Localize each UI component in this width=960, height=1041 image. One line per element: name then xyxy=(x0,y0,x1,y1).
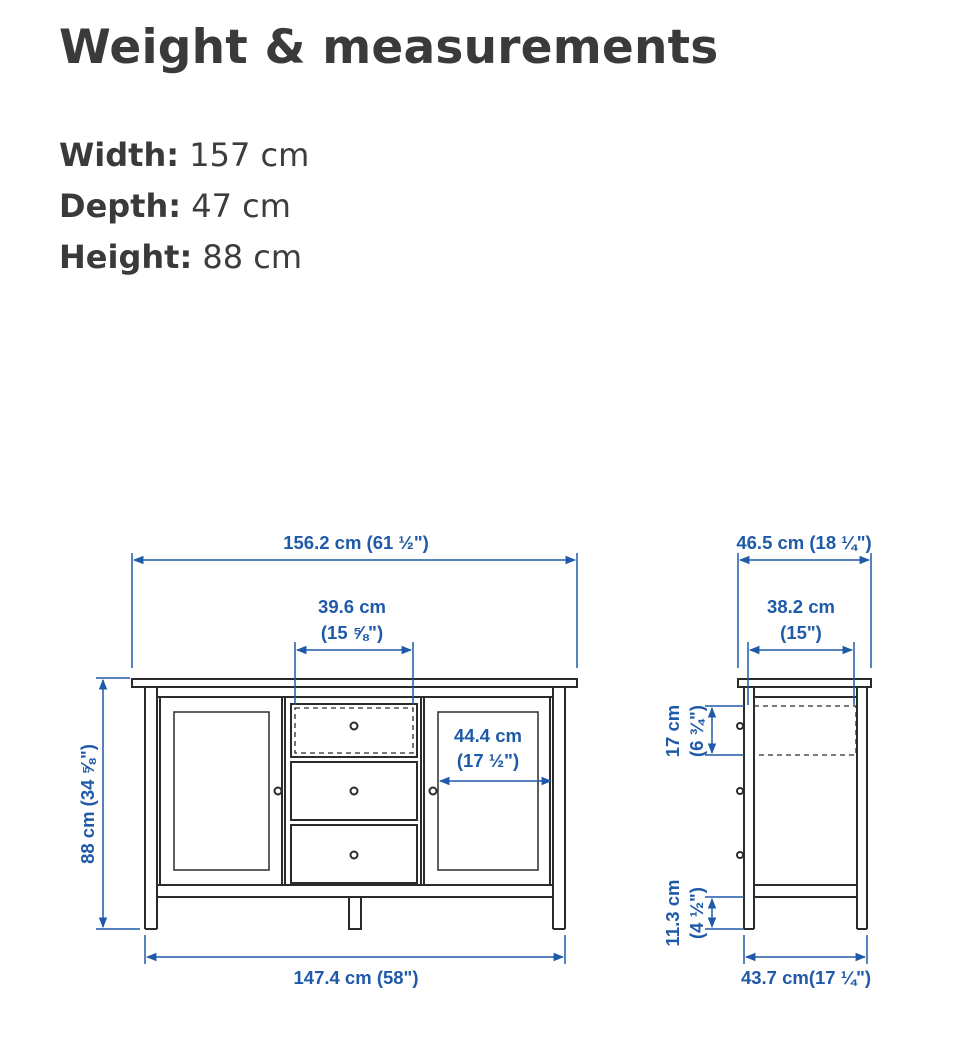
drawer-knob xyxy=(351,723,358,730)
height-label: 88 cm (34 ⅝") xyxy=(77,744,98,864)
door-knob xyxy=(430,788,437,795)
base-width-label: 147.4 cm (58") xyxy=(293,967,419,988)
clearance-in-label: (4 ½") xyxy=(686,887,707,939)
front-view xyxy=(132,679,577,929)
door-width-in-label: (17 ½") xyxy=(456,750,520,771)
spec-value: 47 cm xyxy=(191,187,291,225)
drawer-height-cm-label: 17 cm xyxy=(662,704,683,758)
spec-label: Height: xyxy=(59,238,193,276)
door-width-cm-label: 44.4 cm xyxy=(454,725,522,746)
cabinet-top xyxy=(132,679,577,687)
spec-label: Width: xyxy=(59,136,180,174)
side-top xyxy=(738,679,871,687)
side-view xyxy=(737,679,871,929)
front-dimensions xyxy=(77,532,577,988)
inner-depth-in-label: (15") xyxy=(780,622,822,643)
drawer-knob xyxy=(351,852,358,859)
door-knob xyxy=(275,788,282,795)
side-drawer-outline xyxy=(754,706,856,755)
side-dimensions xyxy=(662,532,872,988)
drawer-2 xyxy=(291,762,417,820)
top-depth-label: 46.5 cm (18 ¼") xyxy=(736,532,872,553)
side-knob xyxy=(737,788,743,794)
spec-value: 157 cm xyxy=(189,136,310,174)
page-title: Weight & measurements xyxy=(59,20,719,75)
left-door xyxy=(160,697,282,885)
spec-value: 88 cm xyxy=(202,238,303,276)
spec-label: Depth: xyxy=(59,187,182,225)
side-knob xyxy=(737,852,743,858)
side-knob xyxy=(737,723,743,729)
drawer-3 xyxy=(291,825,417,883)
inner-depth-cm-label: 38.2 cm xyxy=(767,596,835,617)
drawer-width-cm-label: 39.6 cm xyxy=(318,596,386,617)
drawer-1 xyxy=(291,704,417,757)
base-depth-label: 43.7 cm(17 ¼") xyxy=(740,967,872,988)
center-foot xyxy=(349,897,361,929)
drawer-height-in-label: (6 ¾") xyxy=(686,705,707,757)
drawer-knob xyxy=(351,788,358,795)
top-width-label: 156.2 cm (61 ½") xyxy=(283,532,429,553)
clearance-cm-label: 11.3 cm xyxy=(662,879,683,947)
drawer-width-in-label: (15 ⅝") xyxy=(320,622,384,643)
